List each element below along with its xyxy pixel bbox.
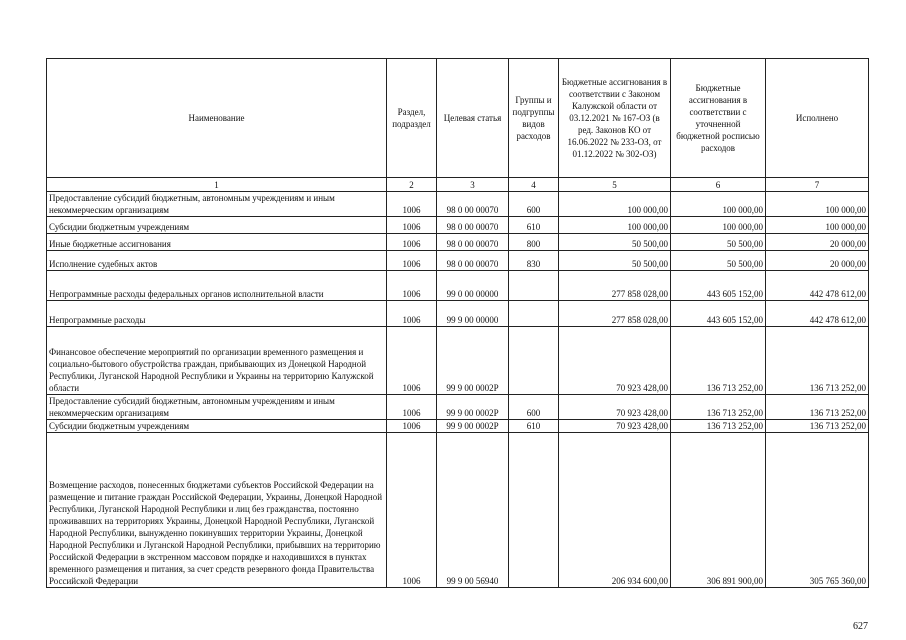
- table-row: [47, 234, 869, 251]
- row-section: 1006: [387, 271, 437, 301]
- row-refined-amount: 50 500,00: [671, 251, 766, 271]
- header-group: Группы и подгруппы видов расходов: [509, 59, 559, 178]
- column-number: 1: [47, 178, 387, 192]
- row-target: 98 0 00 00070: [437, 234, 509, 251]
- table-row: [47, 327, 869, 395]
- row-section: 1006: [387, 234, 437, 251]
- row-name: Исполнение судебных актов: [47, 251, 387, 271]
- row-refined-amount: 100 000,00: [671, 217, 766, 234]
- row-name: Предоставление субсидий бюджетным, автономным учреждениям и иным некоммерческим организациям: [47, 395, 387, 420]
- row-name: Финансовое обеспечение мероприятий по организации временного размещения и социально-бытового обустройства граждан, прибывающих из Донецкой Народной Республики, Луганской Народной Республики и Украины на территорию Калужской области: [47, 327, 387, 395]
- row-target: 98 0 00 00070: [437, 192, 509, 217]
- row-executed-amount: 20 000,00: [766, 234, 869, 251]
- column-number: 2: [387, 178, 437, 192]
- table-row: [47, 251, 869, 271]
- row-executed-amount: 442 478 612,00: [766, 301, 869, 327]
- row-group: 610: [509, 420, 559, 433]
- row-group: 600: [509, 192, 559, 217]
- row-refined-amount: 443 605 152,00: [671, 301, 766, 327]
- table-row: [47, 433, 869, 588]
- header-target: Целевая статья: [437, 59, 509, 178]
- header-section: Раздел, подраздел: [387, 59, 437, 178]
- row-section: 1006: [387, 301, 437, 327]
- page-number: 627: [853, 621, 868, 632]
- table-row: [47, 395, 869, 420]
- row-target: 98 0 00 00070: [437, 251, 509, 271]
- row-executed-amount: 136 713 252,00: [766, 420, 869, 433]
- table-row: [47, 217, 869, 234]
- table-row: [47, 192, 869, 217]
- row-refined-amount: 443 605 152,00: [671, 271, 766, 301]
- row-refined-amount: 306 891 900,00: [671, 433, 766, 588]
- row-executed-amount: 100 000,00: [766, 192, 869, 217]
- row-law-amount: 50 500,00: [559, 234, 671, 251]
- row-target: 99 9 00 0002Р: [437, 420, 509, 433]
- header-name: Наименование: [47, 59, 387, 178]
- row-law-amount: 100 000,00: [559, 192, 671, 217]
- row-group: 610: [509, 217, 559, 234]
- row-refined-amount: 136 713 252,00: [671, 327, 766, 395]
- table-row: [47, 301, 869, 327]
- column-number: 4: [509, 178, 559, 192]
- row-executed-amount: 136 713 252,00: [766, 395, 869, 420]
- row-name: Субсидии бюджетным учреждениям: [47, 217, 387, 234]
- row-group: [509, 433, 559, 588]
- row-group: 800: [509, 234, 559, 251]
- column-number: 5: [559, 178, 671, 192]
- row-name: Непрограммные расходы федеральных органов исполнительной власти: [47, 271, 387, 301]
- row-target: 99 9 00 0002Р: [437, 327, 509, 395]
- row-law-amount: 206 934 600,00: [559, 433, 671, 588]
- row-law-amount: 50 500,00: [559, 251, 671, 271]
- row-section: 1006: [387, 395, 437, 420]
- column-number-row: [47, 178, 869, 192]
- row-name: Иные бюджетные ассигнования: [47, 234, 387, 251]
- row-law-amount: 70 923 428,00: [559, 395, 671, 420]
- row-refined-amount: 100 000,00: [671, 192, 766, 217]
- row-executed-amount: 20 000,00: [766, 251, 869, 271]
- column-number: 3: [437, 178, 509, 192]
- row-name: Предоставление субсидий бюджетным, автономным учреждениям и иным некоммерческим организациям: [47, 192, 387, 217]
- budget-table: [46, 58, 869, 588]
- row-name: Возмещение расходов, понесенных бюджетами субъектов Российской Федерации на размещение и питание граждан Российской Федерации, Украины, Донецкой Народной Республики, Луганской Народной Республики и лиц без гражданства, постоянно проживавших на территориях Украины, Донецкой Народной Республики, Луганской Народной Республики, вынужденно покинувших территории Украины, Донецкой Народной Республики и Луганской Народной Республики, прибывших на территорию Российской Федерации в экстренном массовом порядке и находившихся в пунктах временного размещения и питания, за счет средств резервного фонда Правительства Российской Федерации: [47, 433, 387, 588]
- row-target: 99 9 00 00000: [437, 301, 509, 327]
- row-law-amount: 277 858 028,00: [559, 271, 671, 301]
- row-law-amount: 100 000,00: [559, 217, 671, 234]
- table-row: [47, 420, 869, 433]
- row-group: [509, 327, 559, 395]
- row-executed-amount: 305 765 360,00: [766, 433, 869, 588]
- header-assign-refined: Бюджетные ассигнования в соответствии с уточненной бюджетной росписью расходов: [671, 59, 766, 178]
- row-refined-amount: 50 500,00: [671, 234, 766, 251]
- column-number: 6: [671, 178, 766, 192]
- row-refined-amount: 136 713 252,00: [671, 395, 766, 420]
- row-group: [509, 271, 559, 301]
- header-assign-law: Бюджетные ассигнования в соответствии с Законом Калужской области от 03.12.2021 № 167-ОЗ (в ред. Законов КО от 16.06.2022 № 233-ОЗ, от 01.12.2022 № 302-ОЗ): [559, 59, 671, 178]
- row-target: 99 0 00 00000: [437, 271, 509, 301]
- row-section: 1006: [387, 420, 437, 433]
- header-row: [47, 59, 869, 178]
- row-group: 830: [509, 251, 559, 271]
- table-row: [47, 271, 869, 301]
- row-executed-amount: 100 000,00: [766, 217, 869, 234]
- column-number: 7: [766, 178, 869, 192]
- row-executed-amount: 442 478 612,00: [766, 271, 869, 301]
- row-target: 98 0 00 00070: [437, 217, 509, 234]
- row-section: 1006: [387, 251, 437, 271]
- header-executed: Исполнено: [766, 59, 869, 178]
- row-law-amount: 277 858 028,00: [559, 301, 671, 327]
- row-section: 1006: [387, 327, 437, 395]
- row-group: 600: [509, 395, 559, 420]
- row-law-amount: 70 923 428,00: [559, 420, 671, 433]
- row-law-amount: 70 923 428,00: [559, 327, 671, 395]
- row-target: 99 9 00 0002Р: [437, 395, 509, 420]
- row-executed-amount: 136 713 252,00: [766, 327, 869, 395]
- row-section: 1006: [387, 192, 437, 217]
- row-refined-amount: 136 713 252,00: [671, 420, 766, 433]
- row-name: Непрограммные расходы: [47, 301, 387, 327]
- row-group: [509, 301, 559, 327]
- row-section: 1006: [387, 217, 437, 234]
- row-target: 99 9 00 56940: [437, 433, 509, 588]
- row-name: Субсидии бюджетным учреждениям: [47, 420, 387, 433]
- row-section: 1006: [387, 433, 437, 588]
